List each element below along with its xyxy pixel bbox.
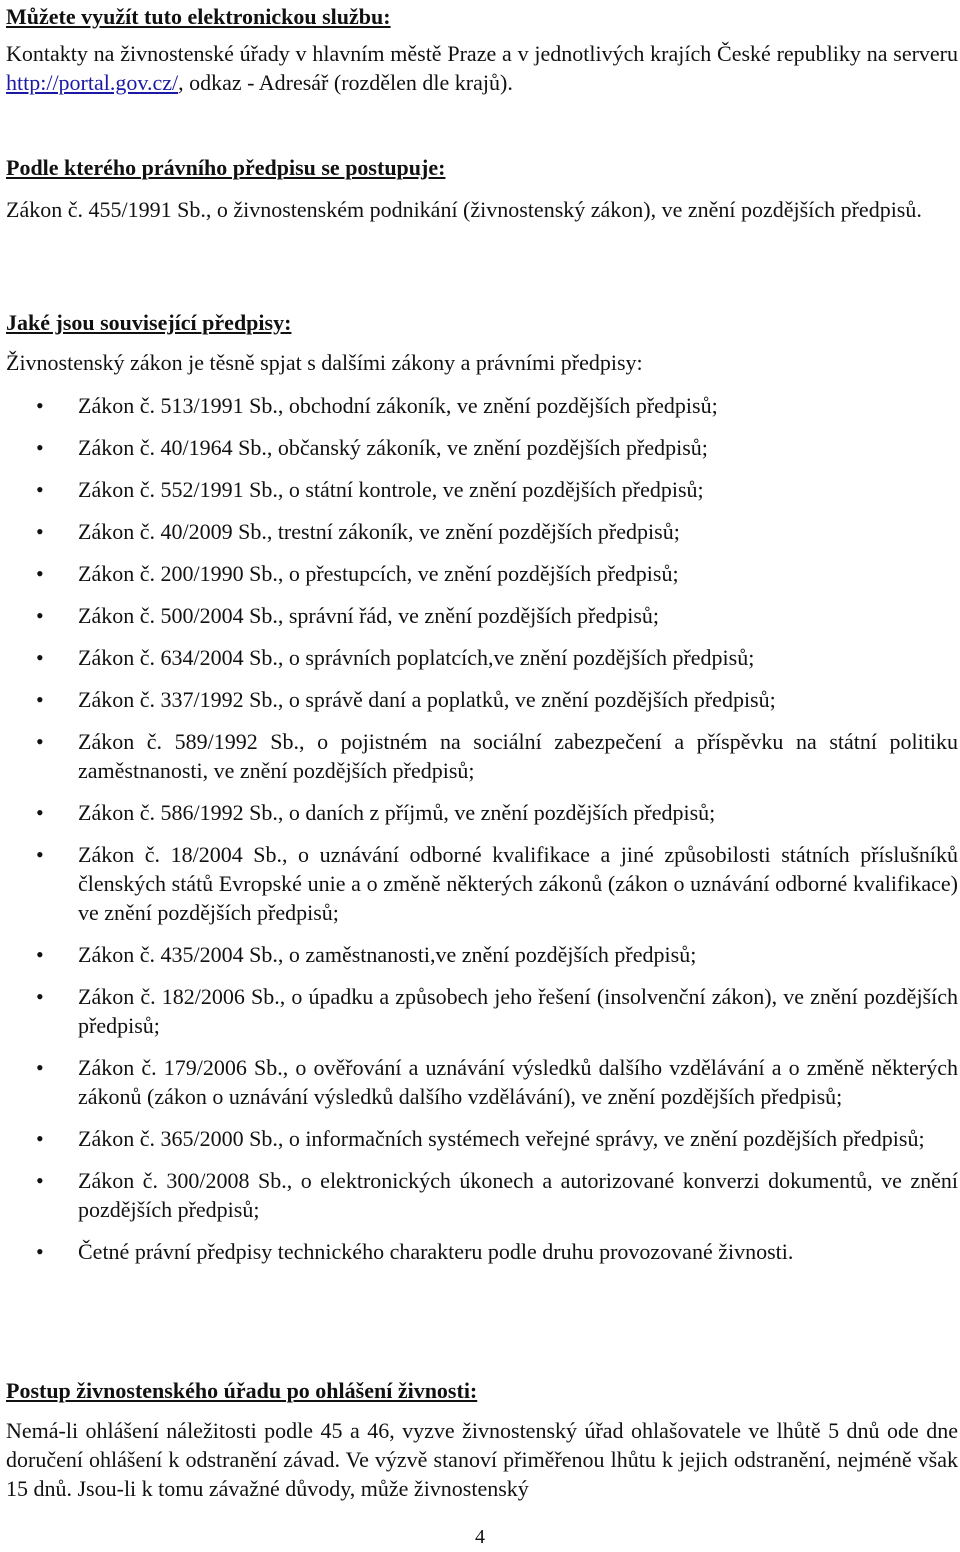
bullet-icon: • [36, 687, 44, 712]
regulation-text: Zákon č. 589/1992 Sb., o pojistném na sociální zabezpečení a příspěvku na státní politiku zaměstnanosti, ve znění pozdějších předpisů; [78, 729, 958, 783]
portal-link[interactable]: http://portal.gov.cz/ [6, 70, 179, 95]
regulation-text: Zákon č. 365/2000 Sb., o informačních systémech veřejné správy, ve znění pozdějších předpisů; [78, 1126, 925, 1151]
bullet-icon: • [36, 519, 44, 544]
bullet-icon: • [36, 1055, 44, 1080]
regulation-list-item [6, 727, 958, 785]
regulation-text: Zákon č. 200/1990 Sb., o přestupcích, ve znění pozdějších předpisů; [78, 561, 679, 586]
bullet-icon: • [36, 842, 44, 867]
regulation-text: Zákon č. 552/1991 Sb., o státní kontrole, ve znění pozdějších předpisů; [78, 477, 704, 502]
regulation-text: Zákon č. 40/1964 Sb., občanský zákoník, ve znění pozdějších předpisů; [78, 435, 708, 460]
regulation-list-item [6, 982, 958, 1040]
regulation-list-item [6, 643, 958, 672]
bullet-icon: • [36, 1126, 44, 1151]
regulation-text: Zákon č. 300/2008 Sb., o elektronických úkonech a autorizované konverzi dokumentů, ve znění pozdějších předpisů; [78, 1168, 958, 1222]
regulation-list-item [6, 1053, 958, 1111]
regulation-text: Četné právní předpisy technického charakteru podle druhu provozované živnosti. [78, 1239, 794, 1264]
regulation-list-item [6, 798, 958, 827]
regulation-list-item [6, 1166, 958, 1224]
regulation-list-item [6, 517, 958, 546]
bullet-icon: • [36, 942, 44, 967]
regulation-text: Zákon č. 586/1992 Sb., o daních z příjmů, ve znění pozdějších předpisů; [78, 800, 716, 825]
regulation-list-item [6, 559, 958, 588]
regulation-text: Zákon č. 500/2004 Sb., správní řád, ve znění pozdějších předpisů; [78, 603, 660, 628]
section-heading-legal-basis: Podle kterého právního předpisu se postupuje: [6, 155, 446, 180]
contacts-paragraph [6, 39, 958, 97]
legal-basis-paragraph: Zákon č. 455/1991 Sb., o živnostenském podnikání (živnostenský zákon), ve znění pozdějších předpisů. [6, 197, 922, 222]
regulation-list-item [6, 391, 958, 420]
contacts-text-before: Kontakty na živnostenské úřady v hlavním městě Praze a v jednotlivých krajích České republiky na serveru [6, 41, 958, 66]
section-heading-electronic-service: Můžete využít tuto elektronickou službu: [6, 4, 391, 29]
regulation-list-item [6, 475, 958, 504]
regulation-list-item [6, 685, 958, 714]
regulation-text: Zákon č. 513/1991 Sb., obchodní zákoník, ve znění pozdějších předpisů; [78, 393, 718, 418]
regulation-list-item [6, 1237, 958, 1266]
page-number: 4 [475, 1526, 485, 1548]
bullet-icon: • [36, 561, 44, 586]
regulation-text: Zákon č. 40/2009 Sb., trestní zákoník, ve znění pozdějších předpisů; [78, 519, 680, 544]
contacts-text-after: , odkaz - Adresář (rozdělen dle krajů). [178, 70, 513, 95]
bullet-icon: • [36, 984, 44, 1009]
regulation-text: Zákon č. 18/2004 Sb., o uznávání odborné kvalifikace a jiné způsobilosti státních příslušníků členských států Evropské unie a o změně některých zákonů (zákon o uznávání odborné kvalifikace) ve znění pozdějších předpisů; [78, 842, 958, 925]
bullet-icon: • [36, 729, 44, 754]
regulation-text: Zákon č. 337/1992 Sb., o správě daní a poplatků, ve znění pozdějších předpisů; [78, 687, 776, 712]
bullet-icon: • [36, 435, 44, 460]
regulation-text: Zákon č. 179/2006 Sb., o ověřování a uznávání výsledků dalšího vzdělávání a o změně některých zákonů (zákon o uznávání výsledků dalšího vzdělávání), ve znění pozdějších předpisů; [78, 1055, 958, 1109]
bullet-icon: • [36, 800, 44, 825]
regulation-list-item [6, 840, 958, 927]
bullet-icon: • [36, 477, 44, 502]
regulation-list-item [6, 940, 958, 969]
regulation-list-item [6, 433, 958, 462]
regulation-list-item [6, 1124, 958, 1153]
bullet-icon: • [36, 603, 44, 628]
regulation-list-item [6, 601, 958, 630]
section-heading-office-procedure: Postup živnostenského úřadu po ohlášení živnosti: [6, 1378, 478, 1403]
bullet-icon: • [36, 393, 44, 418]
regulation-text: Zákon č. 634/2004 Sb., o správních poplatcích,ve znění pozdějších předpisů; [78, 645, 755, 670]
bullet-icon: • [36, 1168, 44, 1193]
office-procedure-paragraph: Nemá-li ohlášení náležitosti podle 45 a 46, vyzve živnostenský úřad ohlašovatele ve lhůtě 5 dnů ode dne doručení ohlášení k odstranění závad. Ve výzvě stanoví přiměřenou lhůtu k jejich odstranění, nejméně však 15 dnů. Jsou-li k tomu závažné důvody, může živnostenský [6, 1418, 958, 1501]
related-intro: Živnostenský zákon je těsně spjat s dalšími zákony a právními předpisy: [6, 350, 643, 375]
regulation-text: Zákon č. 182/2006 Sb., o úpadku a způsobech jeho řešení (insolvenční zákon), ve znění pozdějších předpisů; [78, 984, 958, 1038]
regulations-list [6, 391, 958, 1279]
bullet-icon: • [36, 645, 44, 670]
section-heading-related-regulations: Jaké jsou související předpisy: [6, 310, 292, 335]
regulation-text: Zákon č. 435/2004 Sb., o zaměstnanosti,ve znění pozdějších předpisů; [78, 942, 697, 967]
bullet-icon: • [36, 1239, 44, 1264]
